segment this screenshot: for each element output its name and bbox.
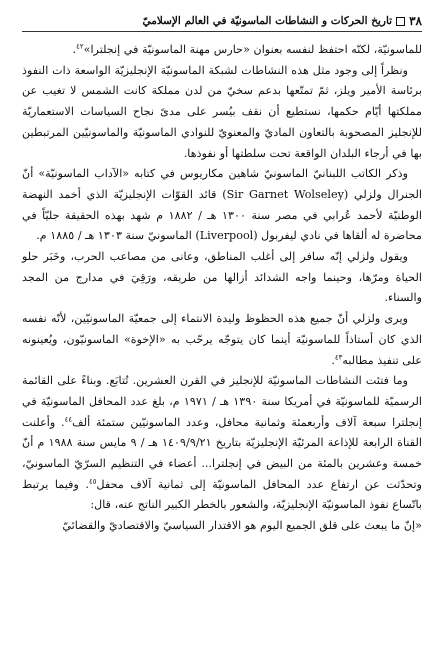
paragraph-text: ويرى ولزلي أنّ جميع هذه الحظوظ وليدة الانتماء إلى جمعيّة الماسونيّين، لأنّه نفسه الذي كان أستاذاً للماسونيّة أينما كان يتوجّه يرحّب به «الإخوة» الماسونيّون، ويُعينونه على تنفيذ مطالبه [22, 312, 422, 367]
footnote-ref: ٤٣ [334, 352, 343, 361]
paragraph: ويرى ولزلي أنّ جميع هذه الحظوظ وليدة الانتماء إلى جمعيّة الماسونيّين، لأنّه نفسه الذي كان أستاذاً للماسونيّة أينما كان يتوجّه يرحّب به «الإخوة» الماسونيّون، ويُعينونه على تنفيذ مطالبه$^{٤٣}$. [22, 312, 422, 367]
header-rule [22, 31, 422, 32]
running-title: تاريخ الحركات و النشاطات الماسونيّة في العالم الإسلاميّ [142, 15, 393, 27]
running-header [22, 12, 422, 30]
quote-text: «إنّ ما يبعث على قلق الجميع اليوم هو الاقتدار السياسيّ والاقتصاديّ والقضائيّ [62, 519, 422, 533]
paragraph [22, 516, 422, 537]
page-number: ٣٨ [409, 14, 422, 28]
paragraph-text: ونظراً إلى وجود مثل هذه النشاطات لشبكة الماسونيّة الإنجليزيّة الواسعة ذات النفوذ برئاسة الأمير ويلز، ثمّ تمتّعها بدعم سخيّ من لدن مملكة كانت الشمس لا تغيب عن مملكتها أيّام حكمها، نستطيع أن نقف بيُسر على مدىً نجاح السياسات الاستعماريّة للإنجليز المصحوبة بالتعاون الماديّ والمعنويّ للنوادي الماسونيّة والماسونيّين المرتبطين بها في أرجاء البلدان الواقعة تحت سلطتها أو نفوذها. [22, 63, 422, 160]
header-square-separator [396, 17, 405, 26]
paragraph-text: . وفيما يرتبط باتّساع نفوذ الماسونيّة الإنجليزيّة، والشعور بالخطر الكبير الناتج عنه، قال: [22, 477, 422, 512]
body-text [22, 40, 422, 537]
paragraph-text: وذكر الكاتب اللبنانيّ الماسونيّ شاهين مكاريوس في كتابه «الآداب الماسونيّة» أنّ الجنرال ولزلي (Sir Garnet Wolseley) قائد القوّات الإنجليزيّة الذي أخمد النهضة الوطنيّة لأحمد عُرابي في مصر سنة ١٣٠٠ هـ / ١٨٨٢ م شهد بهذه الحقيقة جليّاً في محاضرة له ألقاها في نادي ليفربول (Liverpool) الماسونيّ سنة ١٣٠٣ هـ / ١٨٨٥ م. [22, 167, 422, 243]
paragraph-text: للماسونيّة، لكنّه احتفظ لنفسه بعنوان «حارس مهنة الماسونيّة في إنجلترا» [83, 43, 422, 56]
footnote-ref: ٤٤ [64, 414, 73, 423]
paragraph [22, 61, 422, 165]
paragraph [22, 247, 422, 309]
paragraph-text: وما فتئت النشاطات الماسونيّة للإنجليز في القرن العشرين. تُتابَع. وبناءً على القائمة الرسميّة للماسونيّة في أمريكا سنة ١٣٩٠ هـ / ١٩٧١ م، بلغ عدد المحافل الماسونيّة في إنجلترا سبعة آلاف وأربعمئة وثمانية محافل، وعدد الماسونيّين ستمئة ألف [22, 374, 422, 429]
footnote-ref: ٤٢ [76, 42, 84, 51]
paragraph: للماسونيّة، لكنّه احتفظ لنفسه بعنوان «حارس مهنة الماسونيّة في إنجلترا»$^{٤٢}$. [72, 42, 422, 56]
paragraph-text: . وأعلنت القناة الرابعة للإذاعة المرئيّة الإنجليزيّة بتاريخ ١٤٠٩/٩/٢١ هـ / ٩ مايس سنة ١٩٨٨ م أنّ خمسة وعشرين بالمئة من البيض في إنجلترا... أعضاء في التنظيم السرّيّ الماسونيّ، وتحدّثت عن ارتفاع عدد المحافل الماسونيّة إلى ثمانية آلاف محفل [22, 415, 422, 491]
paragraph-text: ويقول ولزلي إنّه سافر إلى أغلب المناطق، وعانى من مصاعب الحرب، وخَبَر حلو الحياة ومرّها، وحينما واجه الشدائد أزالها من طريقه، ورَقِيَ في مدارج من المجد والسناء. [22, 250, 422, 305]
paragraph [22, 164, 422, 247]
footnote-ref: ٤٥ [88, 477, 97, 486]
paragraph [22, 371, 422, 516]
